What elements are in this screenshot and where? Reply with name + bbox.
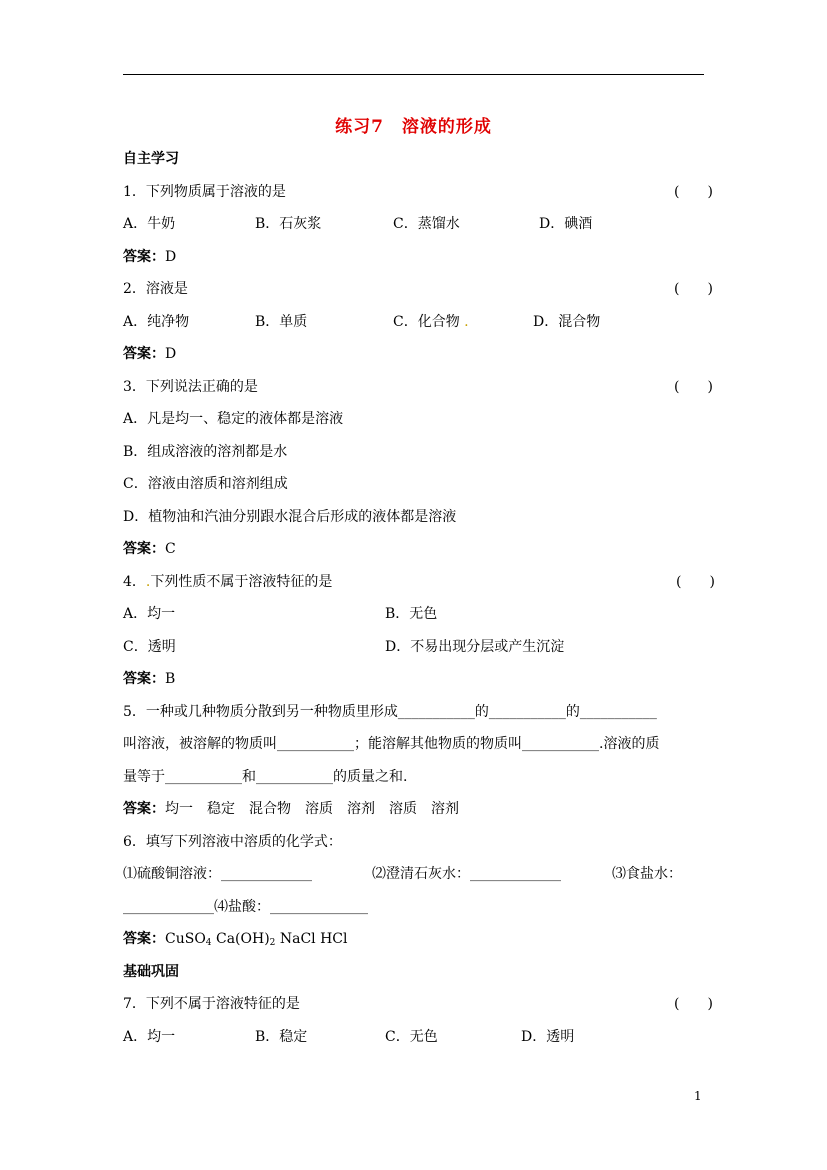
question-1-answer: 答案：D — [123, 249, 177, 265]
question-7-option-a: A．均一 — [123, 1029, 176, 1045]
question-6-item-3: ⑶食盐水： — [612, 866, 682, 882]
question-3-option-a: A．凡是均一、稳定的液体都是溶液 — [123, 411, 344, 427]
question-2-option-d: D．混合物 — [533, 314, 601, 330]
question-4-option-c: C．透明 — [123, 639, 176, 655]
decorative-dot: . — [145, 574, 151, 590]
question-2-option-b: B．单质 — [255, 314, 308, 330]
question-7-answer-blank: ( ) — [674, 996, 713, 1012]
question-3-option-c: C．溶液由溶质和溶剂组成 — [123, 476, 288, 492]
question-3-stem: 3．下列说法正确的是 — [123, 379, 258, 395]
page-number: 1 — [694, 1089, 702, 1103]
question-1-option-d: D．碘酒 — [539, 216, 593, 232]
question-5-line-1: 5．一种或几种物质分散到另一种物质里形成___________的___________的___________ — [123, 704, 657, 720]
question-5-answer: 答案：均一 稳定 混合物 溶质 溶剂 溶质 溶剂 — [123, 801, 459, 817]
question-6-stem: 6．填写下列溶液中溶质的化学式： — [123, 834, 342, 850]
question-7-option-b: B．稳定 — [255, 1029, 308, 1045]
question-6-line-2: _____________⑷盐酸：______________ — [123, 899, 368, 915]
question-4-option-a: A．均一 — [123, 606, 176, 622]
question-4-option-d: D．不易出现分层或产生沉淀 — [385, 639, 565, 655]
question-2-option-c: C．化合物 . — [393, 314, 469, 330]
question-6-answer: 答案：CuSO$_4$ $Ca(OH)_2$ NaCl HCl — [123, 931, 348, 948]
question-1-option-c: C．蒸馏水 — [393, 216, 460, 232]
question-1-answer-blank: ( ) — [674, 184, 713, 200]
page-title: 练习7 溶液的形成 — [335, 117, 492, 137]
question-4-answer-blank: ( ) — [676, 574, 715, 590]
section-heading-self-study: 自主学习 — [123, 151, 179, 167]
header-rule — [123, 74, 704, 75]
decorative-dot: . — [459, 314, 469, 330]
question-3-option-d: D．植物油和汽油分别跟水混合后形成的液体都是溶液 — [123, 509, 457, 525]
question-3-answer-blank: ( ) — [674, 379, 713, 395]
question-5-line-3: 量等于___________和___________的质量之和. — [123, 769, 408, 785]
question-7-option-c: C．无色 — [385, 1029, 438, 1045]
question-3-answer: 答案：C — [123, 541, 176, 557]
question-2-answer: 答案：D — [123, 346, 177, 362]
question-2-option-a: A．纯净物 — [123, 314, 190, 330]
question-4-option-b: B．无色 — [385, 606, 438, 622]
question-1-stem: 1．下列物质属于溶液的是 — [123, 184, 286, 200]
question-2-answer-blank: ( ) — [674, 281, 713, 297]
question-6-item-2: ⑵澄清石灰水：_____________ — [372, 866, 561, 882]
question-4-stem: 4．.下列性质不属于溶液特征的是 — [123, 574, 333, 590]
question-4-answer: 答案：B — [123, 671, 176, 687]
question-7-option-d: D．透明 — [521, 1029, 575, 1045]
question-1-option-b: B．石灰浆 — [255, 216, 322, 232]
question-6-item-1: ⑴硫酸铜溶液：_____________ — [123, 866, 312, 882]
question-7-stem: 7．下列不属于溶液特征的是 — [123, 996, 300, 1012]
question-2-stem: 2．溶液是 — [123, 281, 188, 297]
question-3-option-b: B．组成溶液的溶剂都是水 — [123, 444, 288, 460]
question-5-line-2: 叫溶液，被溶解的物质叫___________；能溶解其他物质的物质叫___________.溶液的质 — [123, 736, 660, 752]
question-1-option-a: A．牛奶 — [123, 216, 176, 232]
section-heading-basics: 基础巩固 — [123, 964, 179, 980]
